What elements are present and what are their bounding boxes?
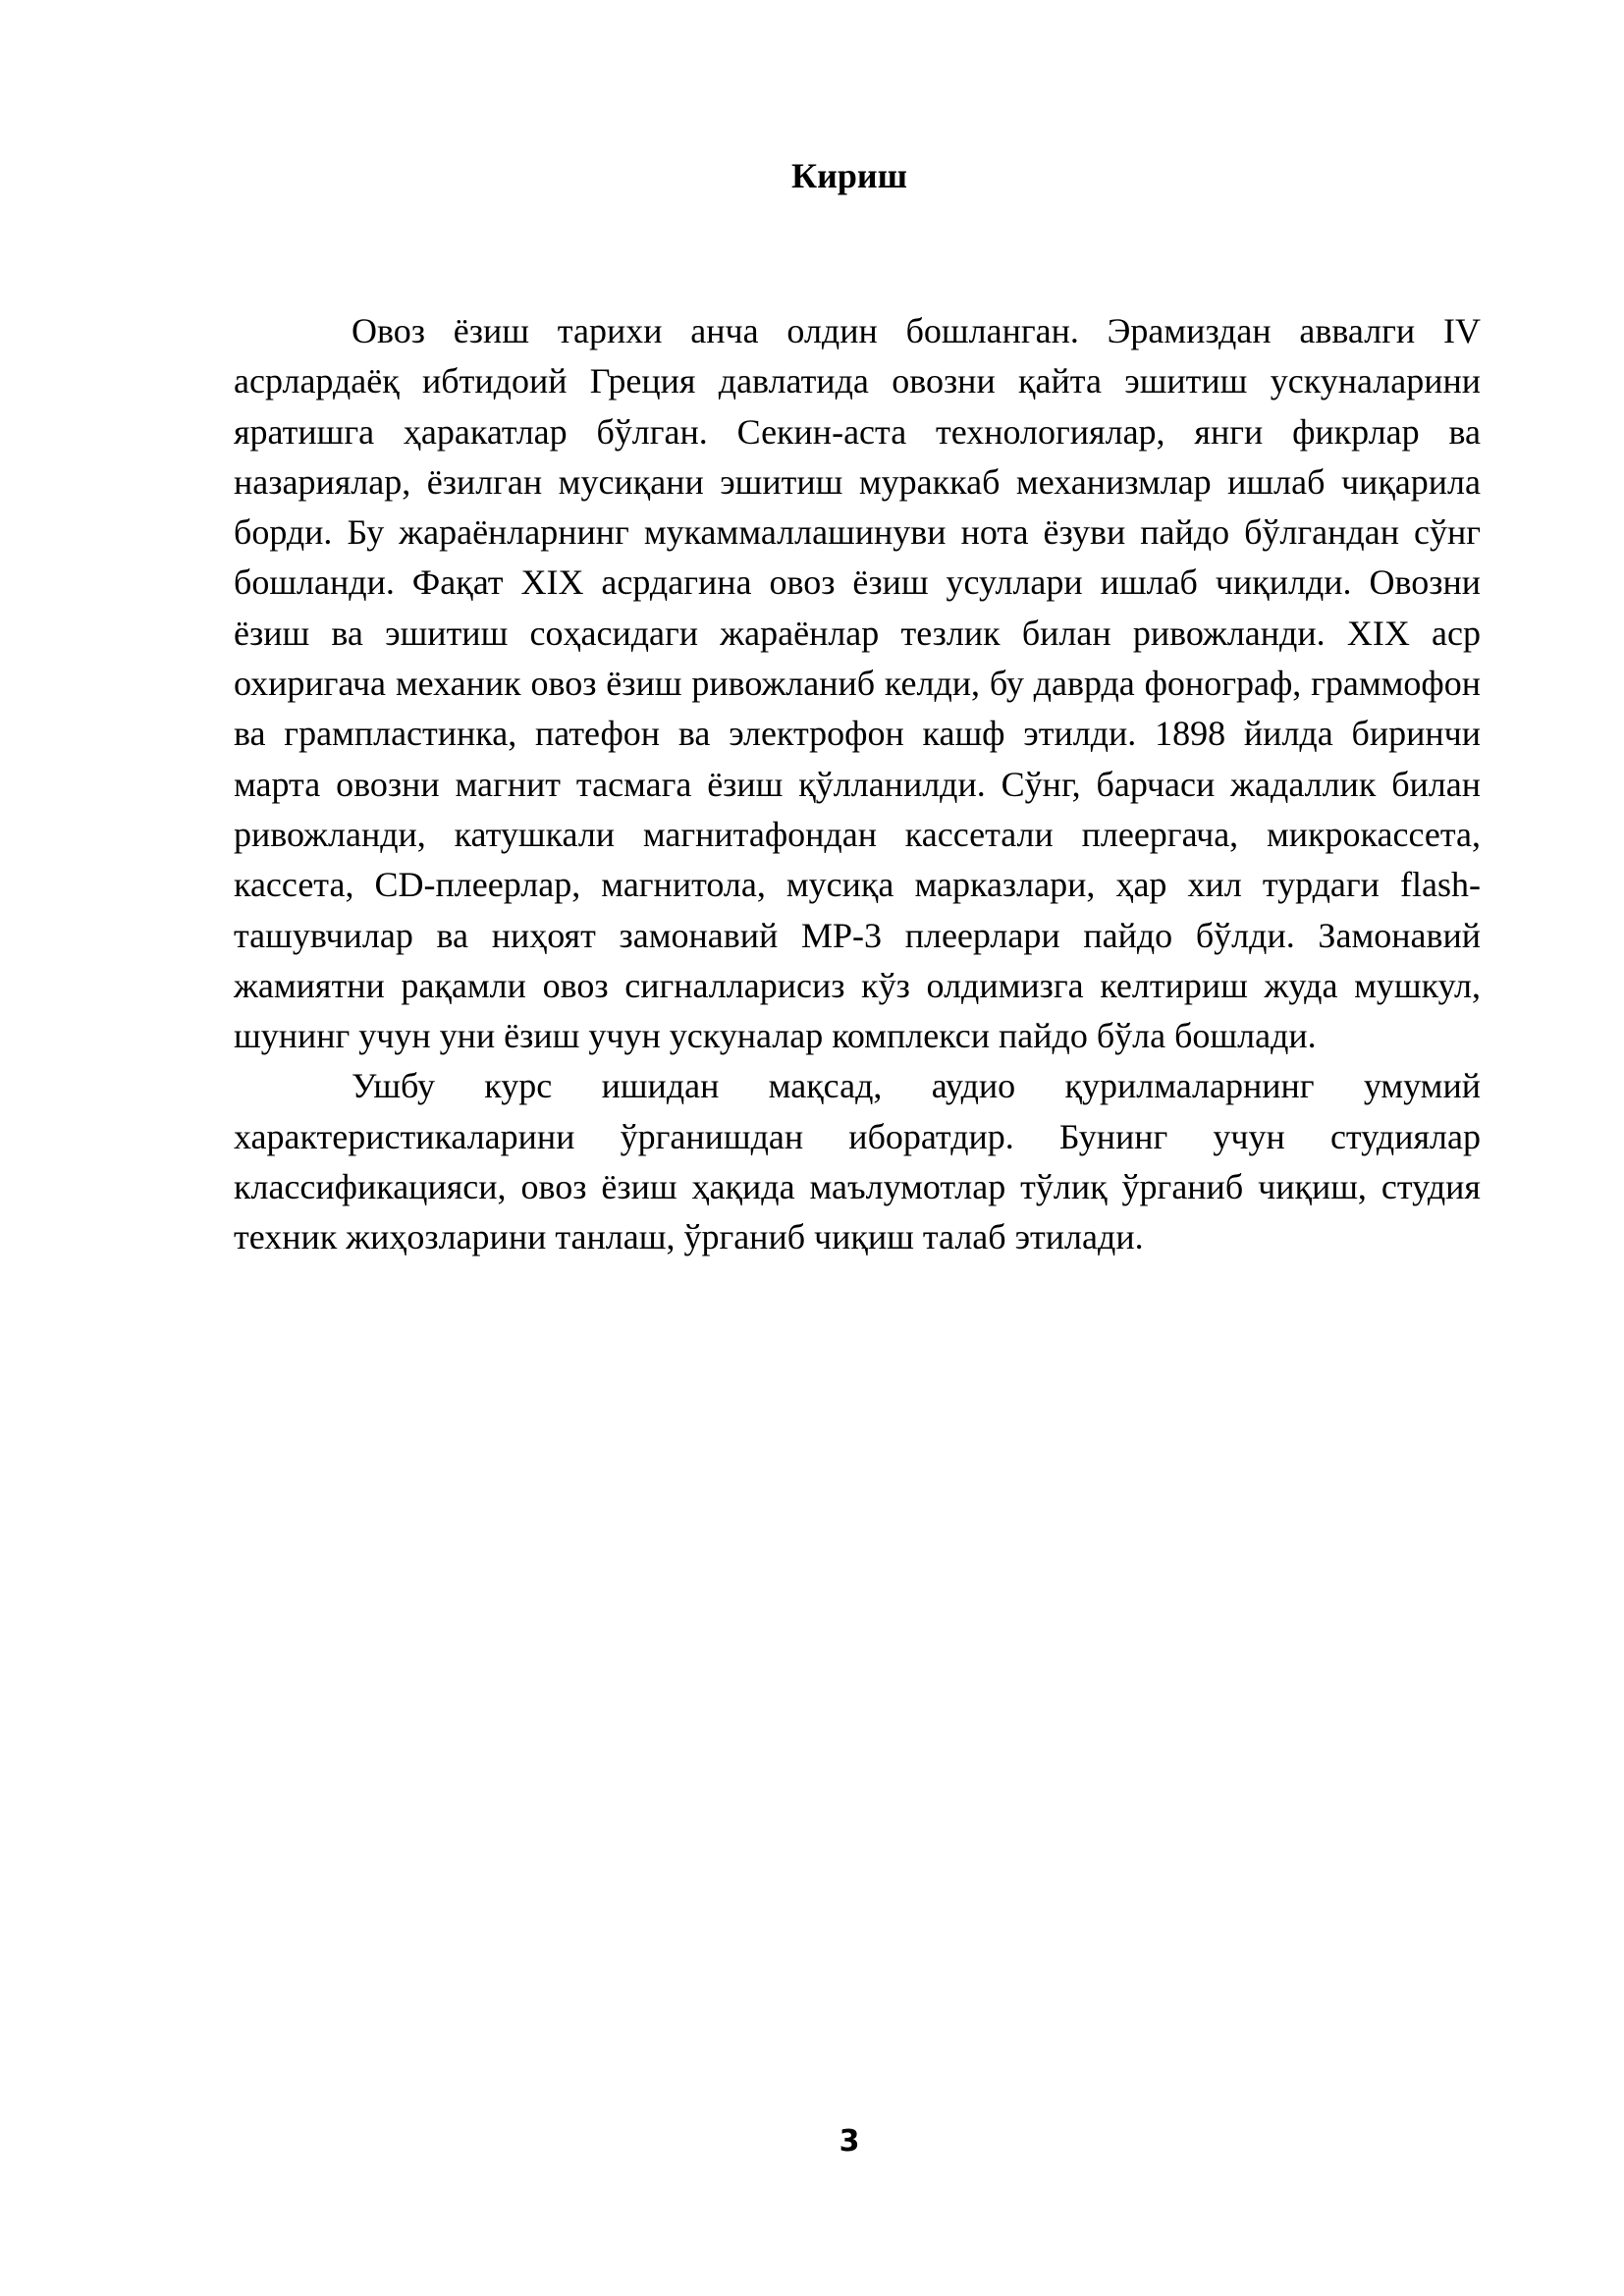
page-title: Кириш [790,156,907,195]
page-number: 3 [839,2124,860,2159]
paragraph-1: Овоз ёзиш тарихи анча олдин бошланган. Эрамиздан аввалги IV асрлардаёқ ибтидоий Греция давлатида овозни қайта эшитиш ускуналарини яратишга ҳаракатлар бўлган. Секин-аста технологиялар, янги фикрлар ва назариялар, ёзилган мусиқани эшитиш мураккаб механизмлар ишлаб чиқарила борди. Бу жараёнларнинг мукаммаллашинуви нота ёзуви пайдо бўлгандан сўнг бошланди. Фақат XIX асрдагина овоз ёзиш усуллари ишлаб чиқилди. Овозни ёзиш ва эшитиш соҳасидаги жараёнлар тезлик билан ривожланди. XIX аср охиригача механик овоз ёзиш ривожланиб келди, бу даврда фонограф, граммофон ва грампластинка, патефон ва электрофон кашф этилди. 1898 йилда биринчи марта овозни магнит тасмага ёзиш қўлланилди. Сўнг, барчаси жадаллик билан ривожланди, катушкали магнитафондан кассетали плеергача, микрокассета, кассета, CD-плеерлар, магнитола, мусиқа марказлари, ҳар хил турдаги flash- ташувчилар ва ниҳоят замонавий MP-3 плеерлари пайдо бўлди. Замонавий жамиятни рақамли овоз сигналларисиз кўз олдимизга келтириш жуда мушкул, шунинг учун уни ёзиш учун ускуналар комплекси пайдо бўла бошлади. [234,311,1481,1056]
paragraph-2: Ушбу курс ишидан мақсад, аудио қурилмаларнинг умумий характеристикаларини ўрганишдан иборатдир. Бунинг учун студиялар классификацияси, овоз ёзиш ҳақида маълумотлар тўлиқ ўрганиб чиқиш, студия техник жиҳозларини танлаш, ўрганиб чиқиш талаб этилади. [234,1066,1481,1257]
body-text [234,306,1481,1263]
